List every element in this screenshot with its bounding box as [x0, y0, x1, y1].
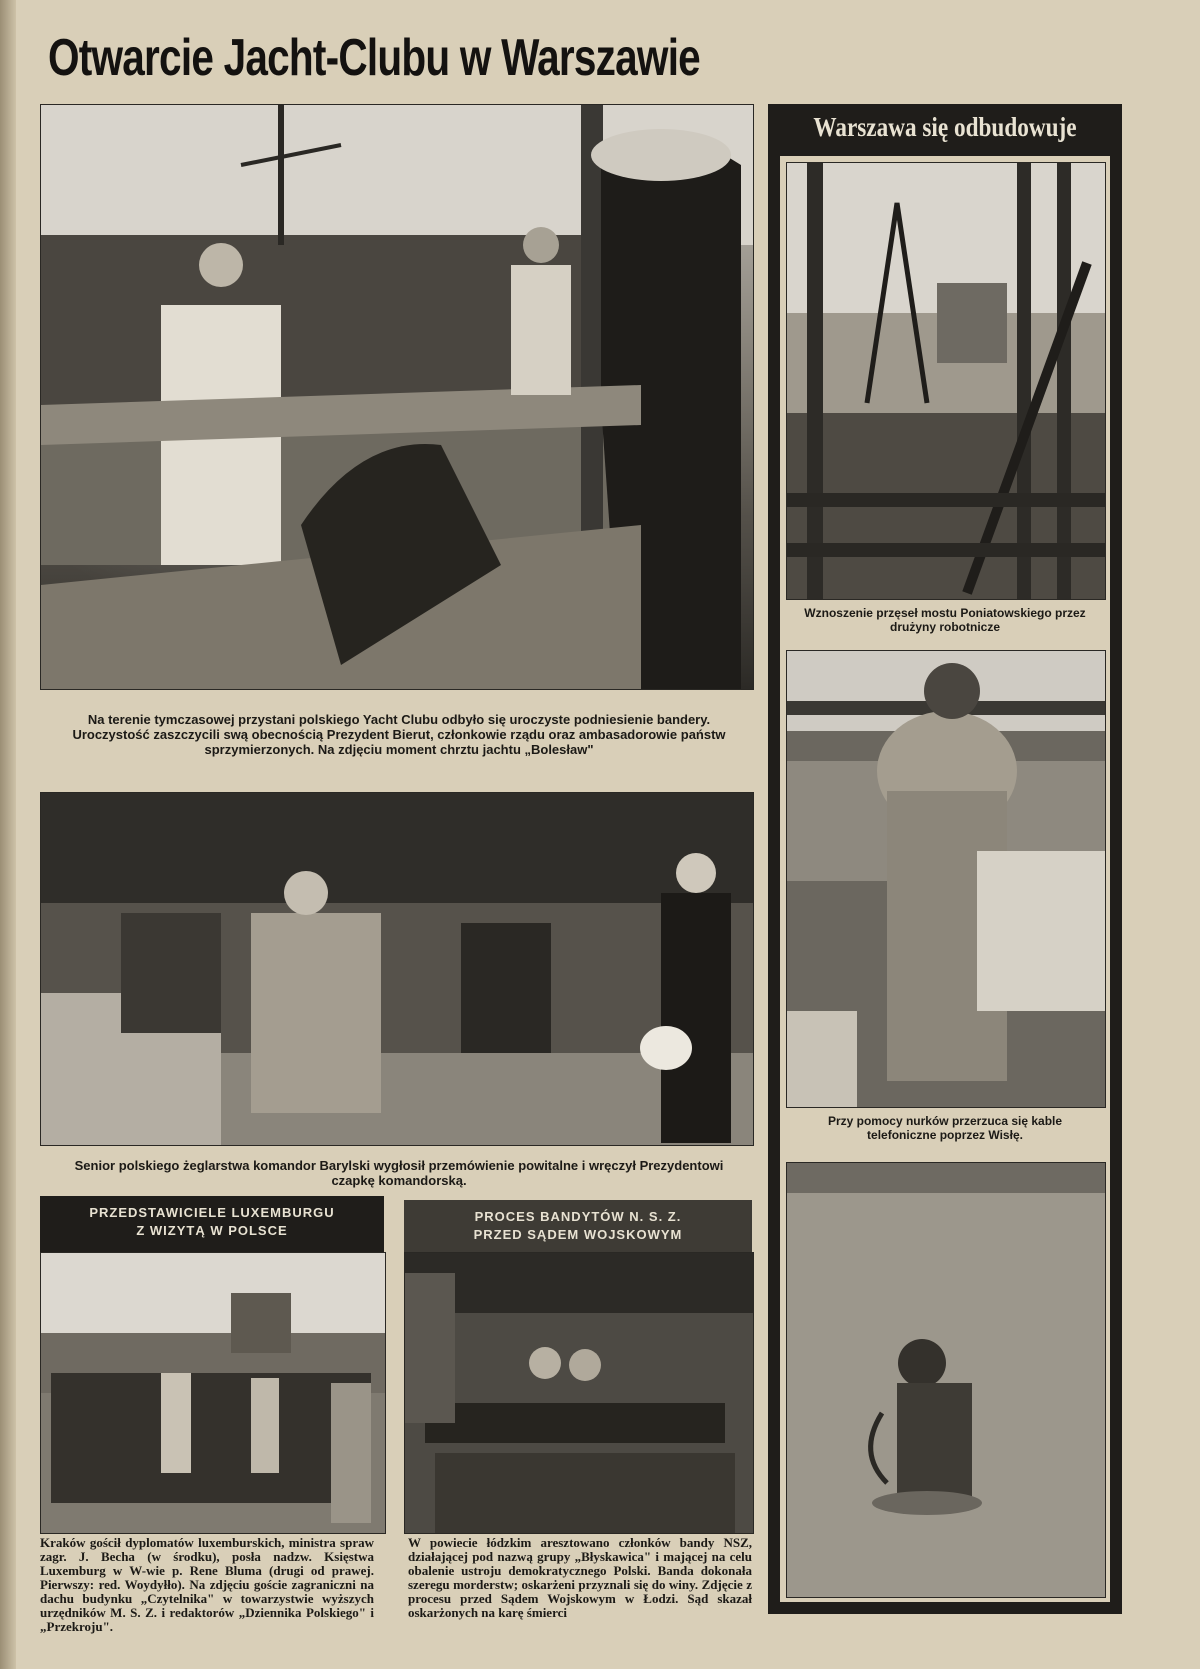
photo-trial-courtroom	[404, 1252, 754, 1534]
photo-yacht-caption: Na terenie tymczasowej przystani polskiego Yacht Clubu odbyło się uroczyste podniesienie bandery. Uroczystość zaszczycili swą obecnością Prezydent Bierut, członkowie rządu oraz ambasadorowie państw sprzymierzonych. Na zdjęciu moment chrztu jachtu „Bolesław"	[72, 712, 726, 757]
luxembourg-title-line1: PRZEDSTAWICIELE LUXEMBURGU	[89, 1205, 335, 1220]
trial-title-line1: PROCES BANDYTÓW N. S. Z.	[474, 1209, 682, 1224]
sidebar-content	[780, 156, 1110, 1602]
photo-divers-cable	[786, 650, 1106, 1108]
photo-ceremony-audience	[40, 792, 754, 1146]
photo-yacht-christening	[40, 104, 754, 690]
trial-box-title	[404, 1200, 752, 1252]
luxembourg-caption: Kraków gościł dyplomatów luxemburskich, ministra spraw zagr. J. Becha (w środku), posła nadzw. Księstwa Luxemburg w W-wie p. Rene Bluma (drugi od prawej. Pierwszy: red. Woydyłło). Na zdjęciu goście zagraniczni na dachu budynku „Czytelnika" w towarzystwie wyższych urzędników M. S. Z. i redaktorów „Dziennika Polskiego" i „Przekroju".	[40, 1535, 374, 1634]
luxembourg-title-line2: Z WIZYTĄ W POLSCE	[136, 1223, 288, 1238]
page-binding-edge	[0, 0, 16, 1669]
sidebar-title: Warszawa się odbudowuje	[813, 112, 1077, 142]
sidebar-panel	[768, 104, 1122, 1614]
luxembourg-box-title	[40, 1196, 384, 1252]
photo-bridge-construction	[786, 162, 1106, 600]
photo-ceremony-caption: Senior polskiego żeglarstwa komandor Barylski wygłosił przemówienie powitalne i wręczył Prezydentowi czapkę komandorską.	[74, 1158, 724, 1188]
page-headline: Otwarcie Jacht-Clubu w Warszawie	[48, 29, 700, 87]
trial-caption: W powiecie łódzkim aresztowano członków bandy NSZ, działającej pod nazwą grupy „Błyskawica" i mającej na celu obalenie ustroju demokratycznego Polski. Banda dokonała szeregu morderstw; oskarżeni przyznali się do winy. Zdjęcie z procesu przed Sądem Wojskowym w Łodzi. Sąd skazał oskarżonych na karę śmierci	[408, 1535, 752, 1620]
diver-caption: Przy pomocy nurków przerzuca się kable telefoniczne poprzez Wisłę.	[827, 1114, 1063, 1142]
photo-luxembourg-delegation	[40, 1252, 386, 1534]
photo-diver-in-river	[786, 1162, 1106, 1598]
trial-title-line2: PRZED SĄDEM WOJSKOWYM	[473, 1227, 683, 1242]
bridge-caption: Wznoszenie przęseł mostu Poniatowskiego przez drużyny robotnicze	[804, 606, 1086, 634]
